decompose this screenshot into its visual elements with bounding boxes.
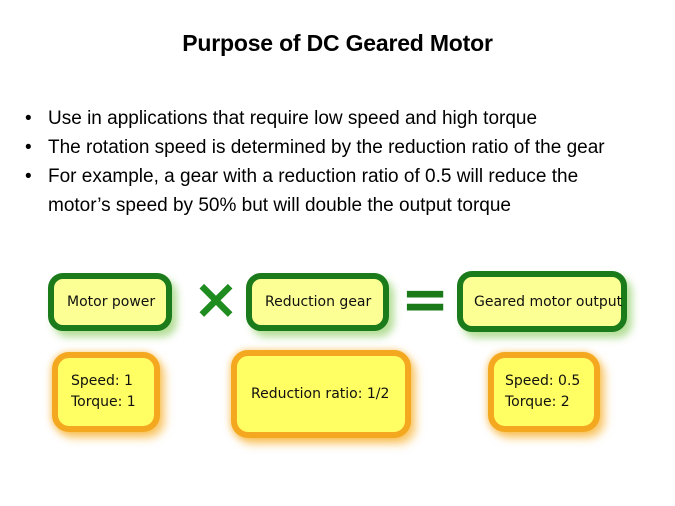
- bullet-text: motor’s speed by 50% but will double the output torque: [48, 195, 511, 216]
- speed-value: Speed: 1: [71, 373, 133, 389]
- bullet-list: [22, 104, 640, 220]
- speed-value: Speed: 0.5: [505, 373, 581, 389]
- torque-value: Torque: 1: [71, 394, 136, 410]
- bullet-item: [22, 162, 640, 220]
- equals-operator: =: [400, 265, 450, 333]
- motor-power-label: Motor power: [67, 294, 156, 310]
- geared-motor-output-label: Geared motor output: [474, 293, 623, 310]
- motor-values-box: [52, 352, 160, 432]
- bullet-text: • For example, a gear with a reduction ratio of 0.5 will reduce the: [48, 166, 579, 187]
- torque-value: Torque: 2: [505, 394, 570, 410]
- slide-title: Purpose of DC Geared Motor: [182, 30, 493, 56]
- bullet-item: [22, 104, 640, 133]
- bullet-text: • The rotation speed is determined by the reduction ratio of the gear: [48, 137, 605, 158]
- reduction-ratio-value: Reduction ratio: 1/2: [251, 385, 390, 402]
- geared-motor-output-box: [457, 271, 627, 332]
- reduction-gear-box: [246, 273, 389, 331]
- output-values-box: [488, 352, 600, 432]
- bullet-text: • Use in applications that require low speed and high torque: [48, 108, 538, 129]
- multiply-operator: ×: [192, 267, 240, 332]
- reduction-gear-label: Reduction gear: [265, 294, 372, 310]
- output-values: [505, 371, 580, 413]
- motor-values: [71, 371, 136, 413]
- bullet-item: [22, 133, 640, 162]
- motor-power-box: [48, 273, 172, 331]
- reduction-ratio-box: [231, 350, 411, 438]
